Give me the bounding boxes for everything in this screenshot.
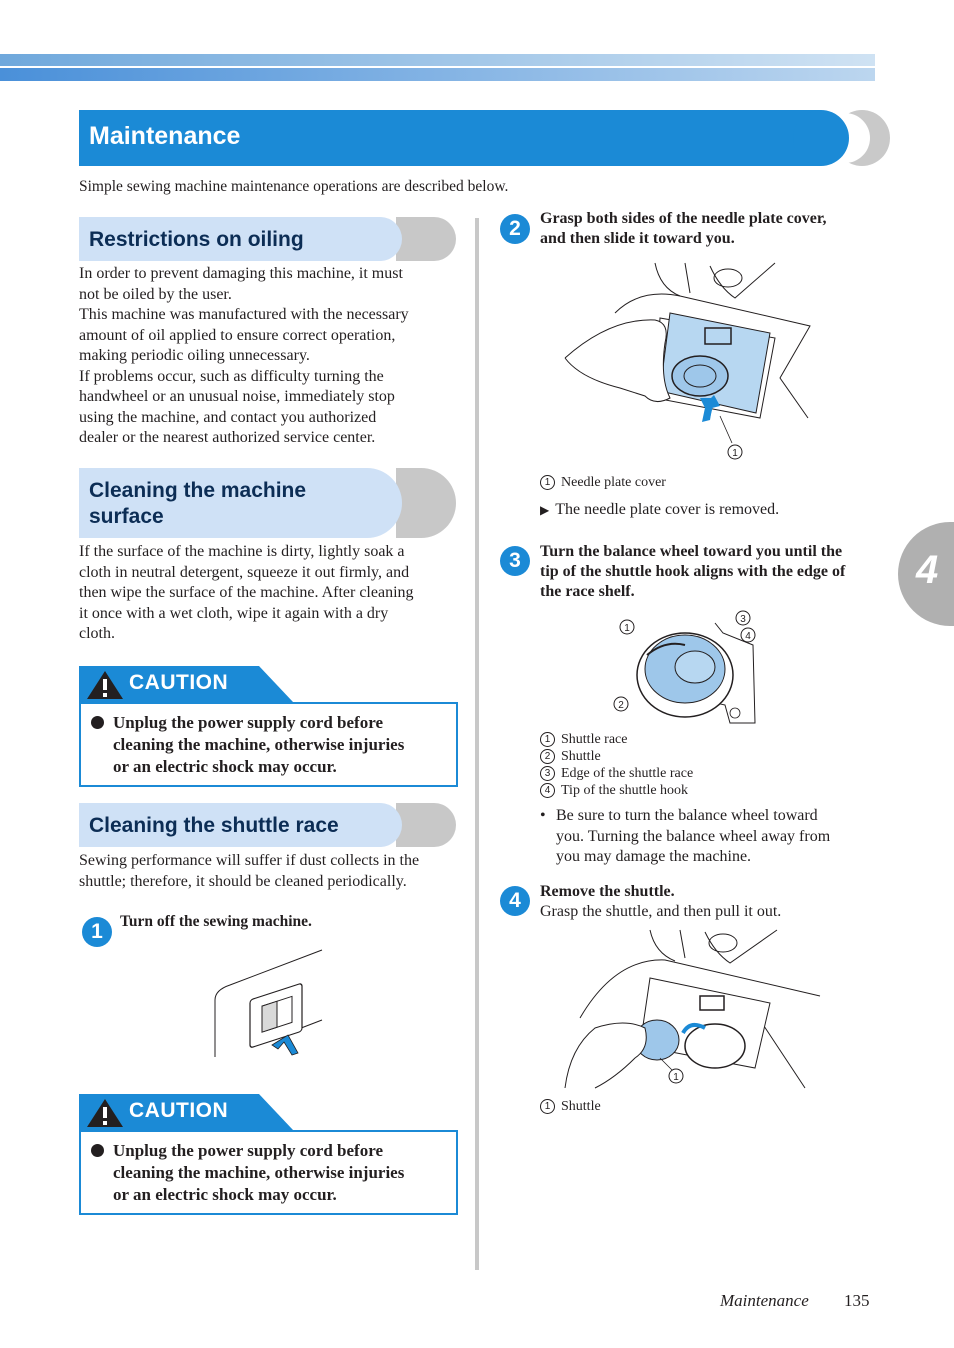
oiling-line: not be oiled by the user. <box>79 285 232 303</box>
page-title: Maintenance <box>89 122 241 150</box>
result-arrow-icon: ▶ <box>540 503 550 517</box>
chapter-tab[interactable] <box>898 522 954 626</box>
caution-text-2: Unplug the power supply cord before cleaning the machine, otherwise injuries or an electric shock may occur. <box>113 1141 405 1204</box>
step-4-subtitle: Grasp the shuttle, and then pull it out. <box>540 903 782 920</box>
caution-label-2: CAUTION <box>129 1099 229 1122</box>
chapter-number: 4 <box>916 548 939 592</box>
callout-1: 1 <box>732 448 738 459</box>
oiling-line: handwheel or an unusual noise, immediately stop <box>79 388 395 405</box>
svg-text:4: 4 <box>745 631 751 642</box>
surface-line: cloth in neutral detergent, squeeze it out firmly, and <box>79 563 410 581</box>
svg-text:3: 3 <box>740 614 746 625</box>
oiling-line: making periodic oiling unnecessary. <box>79 347 310 364</box>
oiling-body <box>79 264 459 449</box>
svg-text:1: 1 <box>673 1072 679 1083</box>
surface-title-line1: Cleaning the machine <box>89 479 307 502</box>
shuttle-heading <box>79 803 456 847</box>
step-1-badge: 1 <box>82 917 112 947</box>
surface-line: then wipe the surface of the machine. After cleaning <box>79 584 414 601</box>
step-4-legend: 1 Shuttle <box>540 1098 601 1115</box>
step-3-legend: 1 Shuttle race 2 Shuttle 3 Edge of the shuttle race 4 Tip of the shuttle hook <box>540 731 693 799</box>
intro-text: Simple sewing machine maintenance operations are described below. <box>79 178 509 195</box>
bullet-icon: • <box>540 807 546 824</box>
step-2-result: ▶ The needle plate cover is removed. <box>540 501 780 518</box>
oiling-line: amount of oil applied to ensure correct operation, <box>79 326 396 344</box>
caution-box <box>79 702 458 787</box>
svg-text:1: 1 <box>624 623 630 634</box>
surface-line: cloth. <box>79 625 115 642</box>
top-stripe-2 <box>0 68 875 81</box>
step-2-badge: 2 <box>500 214 530 244</box>
oiling-line: In order to prevent damaging this machine, it must <box>79 265 403 282</box>
step-1-title: Turn off the sewing machine. <box>120 913 312 930</box>
oiling-line: dealer or the nearest authorized service center. <box>79 429 376 446</box>
surface-line: If the surface of the machine is dirty, lightly soak a <box>79 543 405 560</box>
oiling-line: using the machine, and contact you authorized <box>79 408 377 426</box>
oiling-line: If problems occur, such as difficulty turning the <box>79 367 384 385</box>
step-3-badge: 3 <box>500 546 530 576</box>
oiling-title: Restrictions on oiling <box>89 228 304 251</box>
page-number: 135 <box>844 1291 870 1310</box>
oiling-line: This machine was manufactured with the necessary <box>79 306 409 323</box>
bullet-icon <box>91 716 104 729</box>
surface-title-line2: surface <box>89 505 164 528</box>
surface-heading <box>79 468 456 538</box>
shuttle-race-illustration <box>605 605 765 730</box>
shuttle-body: Sewing performance will suffer if dust collects in the shuttle; therefore, it should be cleaned periodically. <box>79 852 420 890</box>
step-2-legend: 1 Needle plate cover <box>540 474 666 491</box>
column-divider <box>475 218 479 1270</box>
step-2-title: Grasp both sides of the needle plate cover, and then slide it toward you. <box>540 210 827 247</box>
caution-box-2 <box>79 1130 458 1215</box>
shuttle-title: Cleaning the shuttle race <box>89 814 339 837</box>
svg-text:2: 2 <box>618 700 624 711</box>
remove-shuttle-illustration <box>555 928 825 1090</box>
top-stripe-1 <box>0 54 875 66</box>
bullet-icon <box>91 1144 104 1157</box>
surface-body <box>79 542 459 645</box>
needle-plate-illustration <box>560 258 815 468</box>
step-3-note: • Be sure to turn the balance wheel toward you. Turning the balance wheel away from you may damage the machine. <box>540 807 831 865</box>
surface-line: it once with a wet cloth, wipe it again with a dry <box>79 604 389 622</box>
footer-section: Maintenance <box>720 1291 809 1310</box>
caution-label: CAUTION <box>129 671 229 694</box>
page-heading <box>79 110 875 166</box>
caution-text: Unplug the power supply cord before cleaning the machine, otherwise injuries or an electric shock may occur. <box>113 713 405 776</box>
power-switch-illustration <box>210 945 325 1060</box>
step-3-title: Turn the balance wheel toward you until the tip of the shuttle hook aligns with the edge of the race shelf. <box>540 543 846 600</box>
step-4-badge: 4 <box>500 886 530 916</box>
step-4-title: Remove the shuttle. <box>540 883 675 900</box>
oiling-heading <box>79 217 456 261</box>
